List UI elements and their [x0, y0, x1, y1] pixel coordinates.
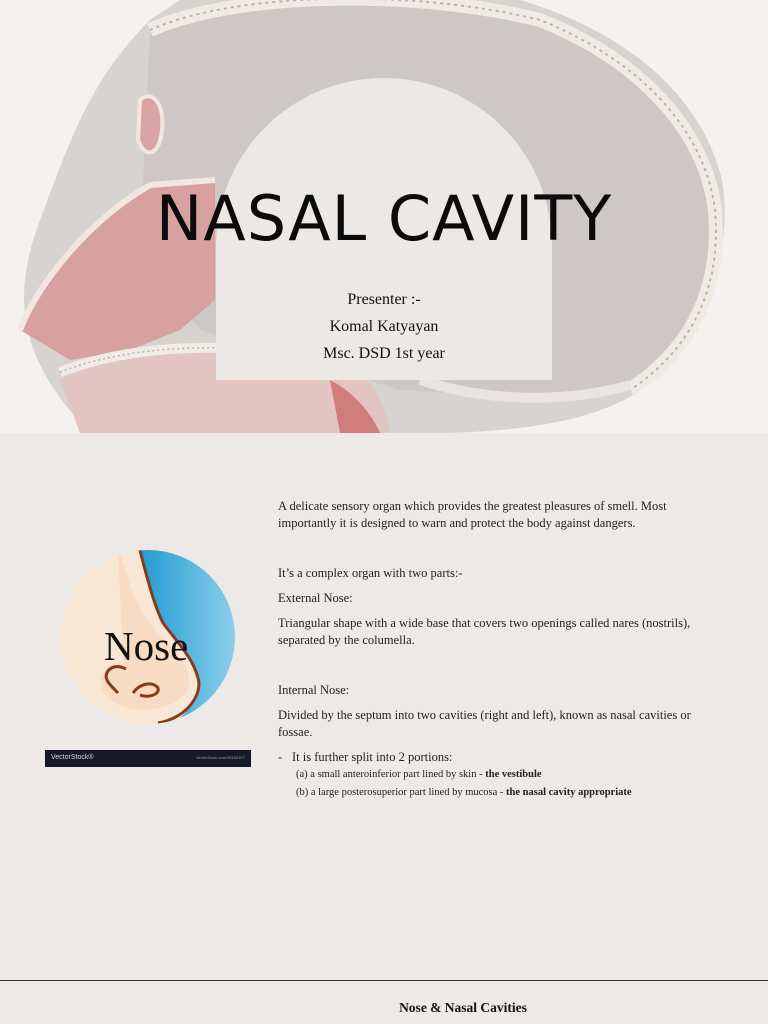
sub-item-a-bold: the vestibule — [485, 769, 542, 780]
title-slide — [0, 0, 768, 433]
content-text-block — [278, 498, 718, 802]
internal-nose-text: Divided by the septum into two cavities (right and left), known as nasal cavities or fossae. — [278, 708, 691, 739]
footer-text: Nose & Nasal Cavities — [399, 1000, 527, 1015]
sub-item-b-bold: the nasal cavity appropriate — [506, 787, 632, 798]
watermark-url: VectorStock.com/26160377 — [196, 755, 245, 760]
external-nose-heading: External Nose: — [278, 591, 353, 605]
internal-nose-heading: Internal Nose: — [278, 683, 350, 697]
footer — [0, 999, 768, 1017]
nose-image-label: Nose — [104, 623, 189, 669]
content-slide — [0, 433, 768, 1024]
intro-paragraph: A delicate sensory organ which provides the greatest pleasures of smell. Most importantly it is designed to warn and protect the body against dangers. — [278, 499, 667, 530]
sub-item-a — [296, 766, 718, 784]
presenter-name: Komal Katyayan — [329, 318, 439, 335]
sub-item-a-text: (a) a small anteroinferior part lined by skin - — [296, 769, 486, 780]
bullet-text: It is further split into 2 portions: — [292, 750, 453, 764]
sub-list — [278, 766, 718, 802]
bullet-marker: - — [278, 750, 283, 764]
footer-divider — [0, 980, 768, 981]
watermark-brand: VectorStock® — [51, 754, 94, 761]
sub-item-b-text: (b) a large posterosuperior part lined by mucosa - — [296, 787, 507, 798]
presenter-label: Presenter :- — [347, 291, 421, 308]
parts-intro: It’s a complex organ with two parts:- — [278, 566, 463, 580]
slide-title: NASAL CAVITY — [155, 182, 613, 255]
external-nose-text: Triangular shape with a wide base that covers two openings called nares (nostrils), separated by the columella. — [278, 616, 691, 647]
presenter-info — [216, 286, 552, 367]
vectorstock-watermark — [45, 750, 251, 767]
bullet-item — [278, 749, 718, 766]
sub-item-b — [296, 784, 718, 802]
presenter-course: Msc. DSD 1st year — [323, 345, 445, 362]
